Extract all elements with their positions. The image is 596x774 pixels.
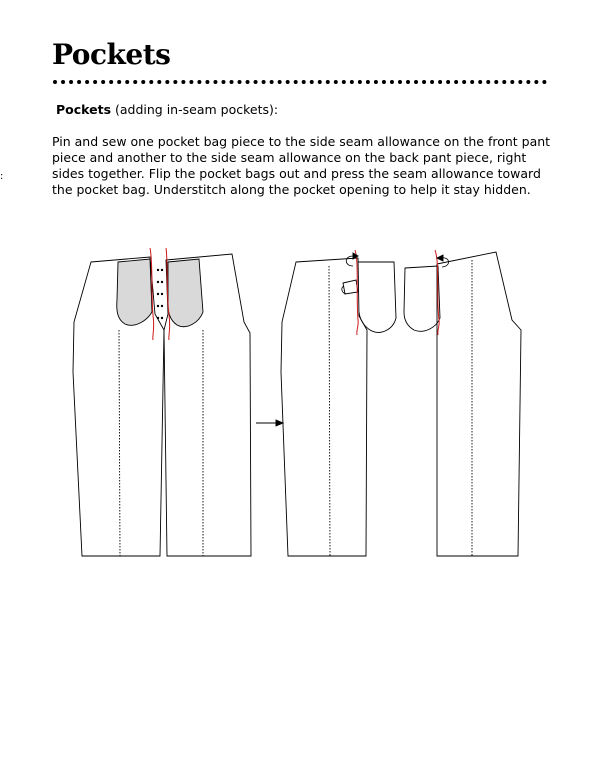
arrow-icon bbox=[256, 420, 283, 426]
pin-dots bbox=[157, 269, 163, 319]
instruction-paragraph: Pin and sew one pocket bag piece to the side seam allowance on the front pant piece and another to the side seam allowance on the back pant piece, right sides together. Flip the pocket bags out and press the seam allowance toward the pocket bag. Understitch along the pocket opening to help it stay hidden. bbox=[52, 134, 551, 197]
pocket-bag-left bbox=[117, 259, 152, 325]
subhead-bold: Pockets bbox=[56, 102, 112, 117]
pants-back-piece-right bbox=[437, 252, 521, 556]
subhead-rest: (adding in-seam pockets): bbox=[111, 102, 279, 117]
pocket-bag-right-front bbox=[342, 262, 396, 332]
stitch-arrow-right-back bbox=[437, 255, 449, 267]
pants-front-piece-right bbox=[281, 258, 367, 556]
pocket-bag-right-back bbox=[404, 266, 440, 331]
pocket-bag-left-back bbox=[168, 259, 203, 327]
margin-mark: : bbox=[0, 171, 4, 182]
page-title: Pockets bbox=[52, 38, 171, 71]
